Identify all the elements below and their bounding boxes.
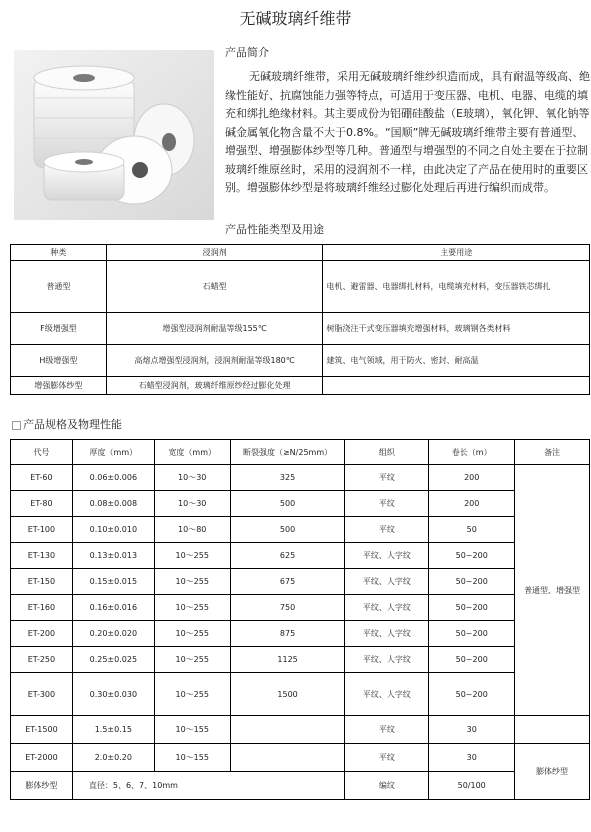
table-cell: 电机、避雷器、电器绑扎材料，电缆填充材料，变压器铁芯绑扎: [323, 261, 590, 313]
table-cell: ET-1500: [11, 716, 73, 744]
table-row: [11, 744, 590, 772]
table-cell: 0.20±0.020: [72, 621, 154, 647]
table-cell: 50: [429, 517, 515, 543]
table-row: [11, 345, 590, 377]
table-cell: 50~200: [429, 647, 515, 673]
table-cell: 0.15±0.015: [72, 569, 154, 595]
table-cell: 675: [230, 569, 345, 595]
table-cell: 普通型: [11, 261, 107, 313]
table-row: [11, 543, 590, 569]
table-cell: 平纹: [345, 716, 429, 744]
table-cell: 直径：5、6、7、10mm: [72, 772, 345, 800]
specs-header-cell: 宽度（mm）: [154, 440, 230, 465]
table-cell: 200: [429, 491, 515, 517]
product-photo: [14, 50, 214, 220]
specs-header-cell: 厚度（mm）: [72, 440, 154, 465]
table-cell: 10～255: [154, 569, 230, 595]
table-row: [11, 595, 590, 621]
specs-header-cell: 代号: [11, 440, 73, 465]
table-cell: ET-200: [11, 621, 73, 647]
table-cell: 0.06±0.006: [72, 465, 154, 491]
types-header-cell: 种类: [11, 245, 107, 261]
table-cell: 膨体纱型: [11, 772, 73, 800]
table-cell: H级增强型: [11, 345, 107, 377]
table-cell: 625: [230, 543, 345, 569]
table-row: [11, 621, 590, 647]
table-cell: 石蜡型浸润剂，玻璃纤维原纱经过膨化处理: [106, 377, 323, 395]
table-cell: 0.25±0.025: [72, 647, 154, 673]
table-cell: 平纹: [345, 465, 429, 491]
table-cell: 石蜡型: [106, 261, 323, 313]
table-cell: 1500: [230, 673, 345, 716]
table-row: [11, 313, 590, 345]
table-row: [11, 647, 590, 673]
types-header-cell: 浸润剂: [106, 245, 323, 261]
table-cell: 50~200: [429, 543, 515, 569]
table-cell: [515, 716, 590, 744]
table-cell: 编纹: [345, 772, 429, 800]
table-cell: 0.16±0.016: [72, 595, 154, 621]
table-cell: 0.30±0.030: [72, 673, 154, 716]
table-cell: ET-250: [11, 647, 73, 673]
table-cell: 50/100: [429, 772, 515, 800]
table-cell: 平纹、人字纹: [345, 673, 429, 716]
table-cell: 增强型浸润剂耐温等级155℃: [106, 313, 323, 345]
table-cell: 10～255: [154, 595, 230, 621]
specs-header-row: [11, 440, 590, 465]
table-row: [11, 465, 590, 491]
table-cell: 高熔点增强型浸润剂，浸润剂耐温等级180℃: [106, 345, 323, 377]
table-cell: 30: [429, 744, 515, 772]
table-row: [11, 716, 590, 744]
specs-header-cell: 备注: [515, 440, 590, 465]
table-cell: 50~200: [429, 621, 515, 647]
types-table: [10, 244, 590, 395]
table-cell: 10～255: [154, 621, 230, 647]
table-cell: 500: [230, 491, 345, 517]
table-cell: 10～255: [154, 543, 230, 569]
table-row: [11, 261, 590, 313]
table-cell: ET-60: [11, 465, 73, 491]
table-cell: [230, 716, 345, 744]
table-cell: 平纹、人字纹: [345, 621, 429, 647]
table-cell: 0.08±0.008: [72, 491, 154, 517]
table-row: [11, 673, 590, 716]
table-cell: 1125: [230, 647, 345, 673]
table-row: [11, 491, 590, 517]
table-cell: 10～30: [154, 491, 230, 517]
note-cell: 普通型、增强型: [515, 465, 590, 716]
table-row: [11, 377, 590, 395]
note-cell: 膨体纱型: [515, 744, 590, 800]
intro-heading: 产品简介: [225, 46, 269, 59]
table-cell: 200: [429, 465, 515, 491]
table-cell: 平纹、人字纹: [345, 543, 429, 569]
table-cell: 10～255: [154, 673, 230, 716]
glass-fiber-tape-rolls-image: [14, 50, 214, 220]
table-cell: 1.5±0.15: [72, 716, 154, 744]
specs-header-cell: 卷长（m）: [429, 440, 515, 465]
table-cell: 10～30: [154, 465, 230, 491]
table-cell: ET-160: [11, 595, 73, 621]
table-cell: 10～155: [154, 744, 230, 772]
table-row: [11, 772, 590, 800]
table-cell: 平纹: [345, 744, 429, 772]
table-cell: 平纹: [345, 491, 429, 517]
specs-heading: [12, 416, 122, 432]
table-cell: 平纹: [345, 517, 429, 543]
table-cell: ET-2000: [11, 744, 73, 772]
table-cell: ET-150: [11, 569, 73, 595]
table-row: [11, 517, 590, 543]
table-cell: 树脂浇注干式变压器填充增强材料，玻璃钢各类材料: [323, 313, 590, 345]
table-cell: 50~200: [429, 595, 515, 621]
table-cell: ET-300: [11, 673, 73, 716]
table-cell: ET-130: [11, 543, 73, 569]
table-cell: 500: [230, 517, 345, 543]
table-cell: 10～255: [154, 647, 230, 673]
types-header-cell: 主要用途: [323, 245, 590, 261]
table-cell: ET-100: [11, 517, 73, 543]
specs-heading-text: 产品规格及物理性能: [23, 418, 122, 431]
table-cell: [230, 744, 345, 772]
intro-paragraph: 无碱玻璃纤维带，采用无碱玻璃纤维纱织造而成，具有耐温等级高、绝缘性能好、抗腐蚀能力强等特点，可适用于变压器、电机、电器、电缆的填充和绑扎绝缘材料。其主要成份为铝硼硅酸盐（E玻璃），氧化钾、氧化钠等碱金属氧化物含量不大于0.8%。“国顺”牌无碱玻璃纤维带主要有普通型、增强型、增强膨体纱型等几种。普通型与增强型的不同之自处主要在于拉制玻璃纤维原丝时，采用的浸润剂不一样，由此决定了产品在使用时的重要区别。增强膨体纱型是将玻璃纤维经过膨化处理后再进行编织而成带。: [225, 70, 590, 194]
table-cell: 0.13±0.013: [72, 543, 154, 569]
page-title: 无碱玻璃纤维带: [239, 9, 352, 28]
specs-table: [10, 439, 590, 800]
table-cell: 325: [230, 465, 345, 491]
checkbox-icon: [12, 421, 21, 430]
table-cell: 增强膨体纱型: [11, 377, 107, 395]
table-cell: ET-80: [11, 491, 73, 517]
table-cell: [323, 377, 590, 395]
types-header-row: [11, 245, 590, 261]
table-row: [11, 569, 590, 595]
table-cell: 30: [429, 716, 515, 744]
specs-header-cell: 组织: [345, 440, 429, 465]
table-cell: 10～80: [154, 517, 230, 543]
table-cell: 2.0±0.20: [72, 744, 154, 772]
table-cell: 750: [230, 595, 345, 621]
table-cell: 平纹、人字纹: [345, 569, 429, 595]
table-cell: F级增强型: [11, 313, 107, 345]
table-cell: 875: [230, 621, 345, 647]
specs-header-cell: 断裂强度（≥N/25mm）: [230, 440, 345, 465]
table-cell: 平纹、人字纹: [345, 595, 429, 621]
table-cell: 10～155: [154, 716, 230, 744]
table-cell: 建筑、电气领域，用于防火、密封、耐高温: [323, 345, 590, 377]
table-cell: 50~200: [429, 569, 515, 595]
table-cell: 平纹、人字纹: [345, 647, 429, 673]
table-cell: 0.10±0.010: [72, 517, 154, 543]
table-cell: 50~200: [429, 673, 515, 716]
types-heading: 产品性能类型及用途: [225, 223, 324, 236]
